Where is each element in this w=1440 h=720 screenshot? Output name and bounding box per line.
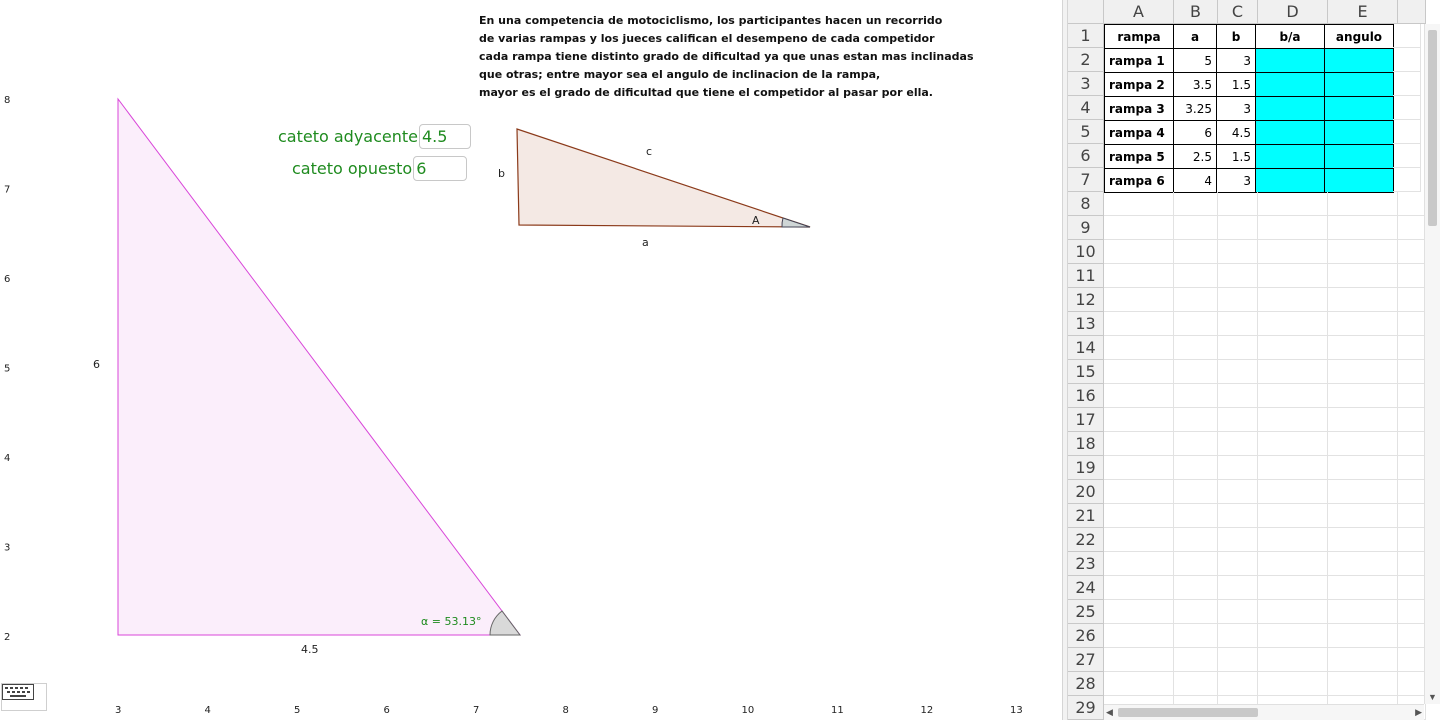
sheet-cell[interactable] [1174,240,1218,264]
sheet-cell[interactable] [1398,480,1426,504]
sheet-cell[interactable] [1218,672,1258,696]
row-header[interactable]: 7 [1068,168,1104,192]
x-tick-label: 12 [920,705,934,716]
table-cell[interactable]: 3.25 [1173,96,1217,121]
table-cell[interactable]: rampa 1 [1104,48,1174,73]
row-header[interactable]: 16 [1068,384,1104,408]
table-cell[interactable]: 3 [1216,168,1256,193]
sheet-cell[interactable] [1258,216,1328,240]
table-header-cell[interactable]: angulo [1324,24,1394,49]
table-cell[interactable] [1324,120,1394,145]
row-header[interactable]: 26 [1068,624,1104,648]
table-cell[interactable]: 2.5 [1173,144,1217,169]
sheet-cell[interactable] [1258,648,1328,672]
sheet-cell[interactable] [1328,192,1398,216]
table-cell[interactable]: rampa 5 [1104,144,1174,169]
sheet-cell[interactable] [1393,144,1421,168]
sheet-cell[interactable] [1174,648,1218,672]
table-cell[interactable] [1324,96,1394,121]
table-cell[interactable] [1255,72,1325,97]
sheet-cell[interactable] [1258,336,1328,360]
problem-line: de varias rampas y los jueces califican el desempeno de cada competidor [479,32,935,45]
sheet-cell[interactable] [1258,552,1328,576]
sheet-row [1068,576,1426,600]
sheet-cell[interactable] [1218,384,1258,408]
table-cell[interactable]: rampa 6 [1104,168,1174,193]
sheet-cell[interactable] [1258,312,1328,336]
sheet-cell[interactable] [1174,432,1218,456]
small-right-triangle[interactable] [517,129,810,227]
sheet-row [1068,624,1426,648]
table-header-cell[interactable]: rampa [1104,24,1174,49]
sheet-cell[interactable] [1258,240,1328,264]
sheet-row [1068,24,1426,48]
small-triangle-label-b: b [498,167,505,180]
sheet-cell[interactable] [1104,384,1174,408]
sheet-row [1068,648,1426,672]
row-header[interactable]: 10 [1068,240,1104,264]
row-header[interactable]: 14 [1068,336,1104,360]
sheet-cell[interactable] [1258,408,1328,432]
sheet-cell[interactable] [1258,504,1328,528]
sheet-cell[interactable] [1218,360,1258,384]
table-cell[interactable] [1324,48,1394,73]
row-header[interactable]: 5 [1068,120,1104,144]
sheet-cell[interactable] [1174,672,1218,696]
sheet-cell[interactable] [1398,336,1426,360]
sheet-row [1068,264,1426,288]
row-header[interactable]: 21 [1068,504,1104,528]
column-header[interactable]: C [1218,0,1258,24]
sheet-cell[interactable] [1398,456,1426,480]
sheet-row [1068,456,1426,480]
sheet-cell[interactable] [1104,552,1174,576]
sheet-cell[interactable] [1398,240,1426,264]
sheet-cell[interactable] [1174,456,1218,480]
sheet-cell[interactable] [1218,264,1258,288]
vertical-scrollbar[interactable] [1424,24,1440,704]
sheet-cell[interactable] [1328,528,1398,552]
opposite-input[interactable]: 6 [413,156,467,181]
sheet-cell[interactable] [1104,192,1174,216]
row-header[interactable]: 9 [1068,216,1104,240]
spreadsheet-view[interactable] [1068,0,1440,720]
sheet-cell[interactable] [1328,216,1398,240]
table-cell[interactable] [1255,144,1325,169]
problem-line: que otras; entre mayor sea el angulo de inclinacion de la rampa, [479,68,881,81]
sheet-cell[interactable] [1328,552,1398,576]
table-cell[interactable]: 4 [1173,168,1217,193]
row-header[interactable]: 25 [1068,600,1104,624]
sheet-cell[interactable] [1258,360,1328,384]
sheet-cell[interactable] [1398,384,1426,408]
y-tick-label: 2 [4,632,11,643]
sheet-cell[interactable] [1104,216,1174,240]
sheet-row [1068,168,1426,192]
sheet-row [1068,144,1426,168]
angle-alpha-label: α = 53.13° [421,615,482,628]
sheet-cell[interactable] [1174,288,1218,312]
sheet-cell[interactable] [1174,600,1218,624]
sheet-cell[interactable] [1328,672,1398,696]
sheet-cell[interactable] [1174,576,1218,600]
table-cell[interactable] [1324,144,1394,169]
sheet-cell[interactable] [1174,624,1218,648]
small-triangle-label-a: a [642,236,649,249]
table-cell[interactable] [1324,168,1394,193]
sheet-row [1068,360,1426,384]
problem-line: mayor es el grado de dificultad que tiene el competidor al pasar por ella. [479,86,933,99]
table-cell[interactable]: 1.5 [1216,72,1256,97]
row-header[interactable]: 6 [1068,144,1104,168]
sheet-cell[interactable] [1328,408,1398,432]
sheet-cell[interactable] [1398,552,1426,576]
sheet-cell[interactable] [1398,312,1426,336]
row-header[interactable]: 20 [1068,480,1104,504]
sheet-row [1068,336,1426,360]
table-cell[interactable]: 3 [1216,48,1256,73]
sheet-row [1068,192,1426,216]
y-axis-ticks [4,95,10,643]
sheet-cell[interactable] [1393,48,1421,72]
sheet-cell[interactable] [1104,432,1174,456]
big-triangle-bottom-label: 4.5 [301,643,319,656]
sheet-row [1068,240,1426,264]
sheet-cell[interactable] [1328,432,1398,456]
sheet-cell[interactable] [1174,264,1218,288]
row-header[interactable]: 27 [1068,648,1104,672]
sheet-cell[interactable] [1218,192,1258,216]
sheet-cell[interactable] [1218,432,1258,456]
sheet-cell[interactable] [1398,264,1426,288]
table-header-cell[interactable]: b [1216,24,1256,49]
sheet-cell[interactable] [1328,600,1398,624]
angle-a-marker [782,218,810,227]
horizontal-scrollbar[interactable] [1104,704,1424,720]
sheet-cell[interactable] [1328,480,1398,504]
sheet-cell[interactable] [1328,624,1398,648]
sheet-cell[interactable] [1258,264,1328,288]
sheet-cell[interactable] [1398,432,1426,456]
sheet-row [1068,48,1426,72]
vertical-scroll-thumb[interactable] [1428,30,1437,226]
horizontal-scroll-thumb[interactable] [1118,708,1258,717]
sheet-cell[interactable] [1258,456,1328,480]
row-header[interactable]: 8 [1068,192,1104,216]
sheet-cell[interactable] [1218,528,1258,552]
sheet-cell[interactable] [1393,120,1421,144]
y-tick-label: 4 [4,453,11,464]
keyboard-toggle-button[interactable] [1,683,47,711]
sheet-row [1068,672,1426,696]
sheet-row [1068,552,1426,576]
sheet-cell[interactable] [1258,192,1328,216]
sheet-cell[interactable] [1104,624,1174,648]
scroll-down-icon[interactable]: ▼ [1428,692,1437,702]
problem-line: En una competencia de motociclismo, los participantes hacen un recorrido [479,14,943,27]
table-cell[interactable]: rampa 4 [1104,120,1174,145]
sheet-cell[interactable] [1258,576,1328,600]
sheet-cell[interactable] [1328,384,1398,408]
sheet-cell[interactable] [1218,624,1258,648]
sheet-cell[interactable] [1104,264,1174,288]
sheet-cell[interactable] [1104,240,1174,264]
row-header[interactable]: 15 [1068,360,1104,384]
sheet-cell[interactable] [1218,456,1258,480]
sheet-row [1068,504,1426,528]
table-cell[interactable] [1255,48,1325,73]
x-tick-label: 3 [115,705,122,716]
x-tick-label: 6 [383,705,390,716]
adjacent-input-row [278,124,471,149]
sheet-cell[interactable] [1174,504,1218,528]
x-tick-label: 8 [562,705,569,716]
sheet-cell[interactable] [1398,192,1426,216]
sheet-cell[interactable] [1328,576,1398,600]
y-tick-label: 3 [4,542,11,554]
keyboard-icon [2,684,34,700]
opposite-label: cateto opuesto [292,159,413,178]
table-cell[interactable]: 5 [1173,48,1217,73]
scroll-left-icon[interactable]: ◀ [1106,707,1113,717]
row-header[interactable]: 2 [1068,48,1104,72]
x-tick-label: 10 [741,705,755,716]
sheet-row [1068,312,1426,336]
sheet-cell[interactable] [1218,408,1258,432]
sheet-row [1068,600,1426,624]
sheet-cell[interactable] [1258,600,1328,624]
row-header[interactable]: 12 [1068,288,1104,312]
sheet-row [1068,216,1426,240]
row-header[interactable]: 18 [1068,432,1104,456]
column-header[interactable]: A [1104,0,1174,24]
sheet-cell[interactable] [1258,432,1328,456]
sheet-cell[interactable] [1104,528,1174,552]
sheet-cell[interactable] [1328,336,1398,360]
sheet-row [1068,96,1426,120]
table-header-cell[interactable]: b/a [1255,24,1325,49]
x-axis-ticks [115,705,1023,716]
sheet-row [1068,384,1426,408]
problem-line: cada rampa tiene distinto grado de dificultad ya que unas estan mas inclinadas [479,50,974,63]
y-tick-label: 8 [4,95,11,106]
sheet-cell[interactable] [1258,384,1328,408]
scroll-right-icon[interactable]: ▶ [1415,707,1422,717]
sheet-cell[interactable] [1393,168,1421,192]
sheet-cell[interactable] [1174,360,1218,384]
x-tick-label: 4 [204,705,211,716]
sheet-cell[interactable] [1104,360,1174,384]
sheet-cell[interactable] [1258,480,1328,504]
problem-statement [479,12,999,102]
row-header[interactable]: 19 [1068,456,1104,480]
sheet-row [1068,432,1426,456]
sheet-cell[interactable] [1328,648,1398,672]
row-header[interactable]: 24 [1068,576,1104,600]
sheet-cell[interactable] [1104,312,1174,336]
sheet-cell[interactable] [1398,288,1426,312]
big-triangle-left-label: 6 [93,358,100,371]
sheet-cell[interactable] [1328,312,1398,336]
x-tick-label: 13 [1010,705,1023,716]
sheet-cell[interactable] [1104,576,1174,600]
adjacent-label: cateto adyacente [278,127,418,146]
sheet-cell[interactable] [1218,312,1258,336]
sheet-cell[interactable] [1104,480,1174,504]
table-cell[interactable] [1324,72,1394,97]
opposite-input-row [292,156,467,181]
row-header[interactable]: 1 [1068,24,1104,48]
sheet-cell[interactable] [1398,600,1426,624]
sheet-cell[interactable] [1328,288,1398,312]
column-header[interactable]: D [1258,0,1328,24]
sheet-cell[interactable] [1218,288,1258,312]
table-cell[interactable]: 3 [1216,96,1256,121]
sheet-cell[interactable] [1328,240,1398,264]
sheet-row [1068,528,1426,552]
sheet-cell[interactable] [1104,504,1174,528]
sheet-cell[interactable] [1398,648,1426,672]
row-header[interactable]: 4 [1068,96,1104,120]
x-tick-label: 9 [652,705,659,716]
column-header-row [1068,0,1426,24]
sheet-cell[interactable] [1104,672,1174,696]
y-tick-label: 6 [4,274,11,285]
x-tick-label: 5 [294,705,301,716]
row-header[interactable]: 17 [1068,408,1104,432]
row-header[interactable]: 11 [1068,264,1104,288]
sheet-cell[interactable] [1398,216,1426,240]
row-header[interactable]: 28 [1068,672,1104,696]
sheet-cell[interactable] [1398,504,1426,528]
sheet-row [1068,72,1426,96]
sheet-cell[interactable] [1104,648,1174,672]
corner-cell[interactable] [1068,0,1104,24]
table-header-cell[interactable]: a [1173,24,1217,49]
table-cell[interactable] [1255,168,1325,193]
sheet-cell[interactable] [1328,264,1398,288]
sheet-cell[interactable] [1398,360,1426,384]
sheet-cell[interactable] [1174,216,1218,240]
sheet-cell[interactable] [1104,456,1174,480]
sheet-cell[interactable] [1393,24,1421,48]
sheet-cell[interactable] [1218,240,1258,264]
sheet-cell[interactable] [1174,192,1218,216]
sheet-cell[interactable] [1398,624,1426,648]
sheet-row [1068,480,1426,504]
table-cell[interactable]: rampa 2 [1104,72,1174,97]
sheet-row [1068,288,1426,312]
sheet-cell[interactable] [1218,480,1258,504]
row-header[interactable]: 13 [1068,312,1104,336]
row-header[interactable]: 3 [1068,72,1104,96]
adjacent-input[interactable]: 4.5 [419,124,471,149]
column-header-blank [1398,0,1426,24]
sheet-row [1068,120,1426,144]
row-header[interactable]: 29 [1068,696,1104,720]
table-cell[interactable]: rampa 3 [1104,96,1174,121]
sheet-cell[interactable] [1393,96,1421,120]
sheet-cell[interactable] [1104,408,1174,432]
table-cell[interactable]: 4.5 [1216,120,1256,145]
sheet-cell[interactable] [1218,576,1258,600]
y-tick-label: 5 [4,363,11,375]
sheet-cell[interactable] [1218,336,1258,360]
sheet-cell[interactable] [1258,672,1328,696]
sheet-cell[interactable] [1174,528,1218,552]
sheet-row [1068,408,1426,432]
sheet-cell[interactable] [1104,336,1174,360]
table-cell[interactable] [1255,96,1325,121]
sheet-cell[interactable] [1218,552,1258,576]
row-header[interactable]: 22 [1068,528,1104,552]
sheet-cell[interactable] [1398,408,1426,432]
sheet-cell[interactable] [1218,504,1258,528]
sheet-cell[interactable] [1218,648,1258,672]
x-tick-label: 11 [831,705,844,716]
row-header[interactable]: 23 [1068,552,1104,576]
small-triangle-label-c: c [646,145,653,158]
table-cell[interactable] [1255,120,1325,145]
sheet-cell[interactable] [1398,672,1426,696]
x-tick-label: 7 [473,705,480,716]
sheet-cell[interactable] [1104,600,1174,624]
sheet-cell[interactable] [1328,360,1398,384]
spreadsheet-rows [1068,24,1426,720]
sheet-cell[interactable] [1258,528,1328,552]
sheet-cell[interactable] [1398,528,1426,552]
small-triangle-angle-label: A [752,214,760,227]
sheet-cell[interactable] [1398,576,1426,600]
sheet-cell[interactable] [1328,456,1398,480]
table-cell[interactable]: 1.5 [1216,144,1256,169]
sheet-cell[interactable] [1258,624,1328,648]
sheet-cell[interactable] [1218,216,1258,240]
sheet-cell[interactable] [1328,504,1398,528]
table-cell[interactable]: 6 [1173,120,1217,145]
sheet-cell[interactable] [1174,384,1218,408]
sheet-cell[interactable] [1174,312,1218,336]
table-cell[interactable]: 3.5 [1173,72,1217,97]
sheet-cell[interactable] [1174,552,1218,576]
sheet-cell[interactable] [1174,336,1218,360]
column-header[interactable]: B [1174,0,1218,24]
sheet-cell[interactable] [1218,600,1258,624]
sheet-cell[interactable] [1258,288,1328,312]
column-header[interactable]: E [1328,0,1398,24]
sheet-cell[interactable] [1174,408,1218,432]
y-tick-label: 7 [4,184,11,196]
sheet-cell[interactable] [1393,72,1421,96]
sheet-cell[interactable] [1104,288,1174,312]
sheet-cell[interactable] [1174,480,1218,504]
